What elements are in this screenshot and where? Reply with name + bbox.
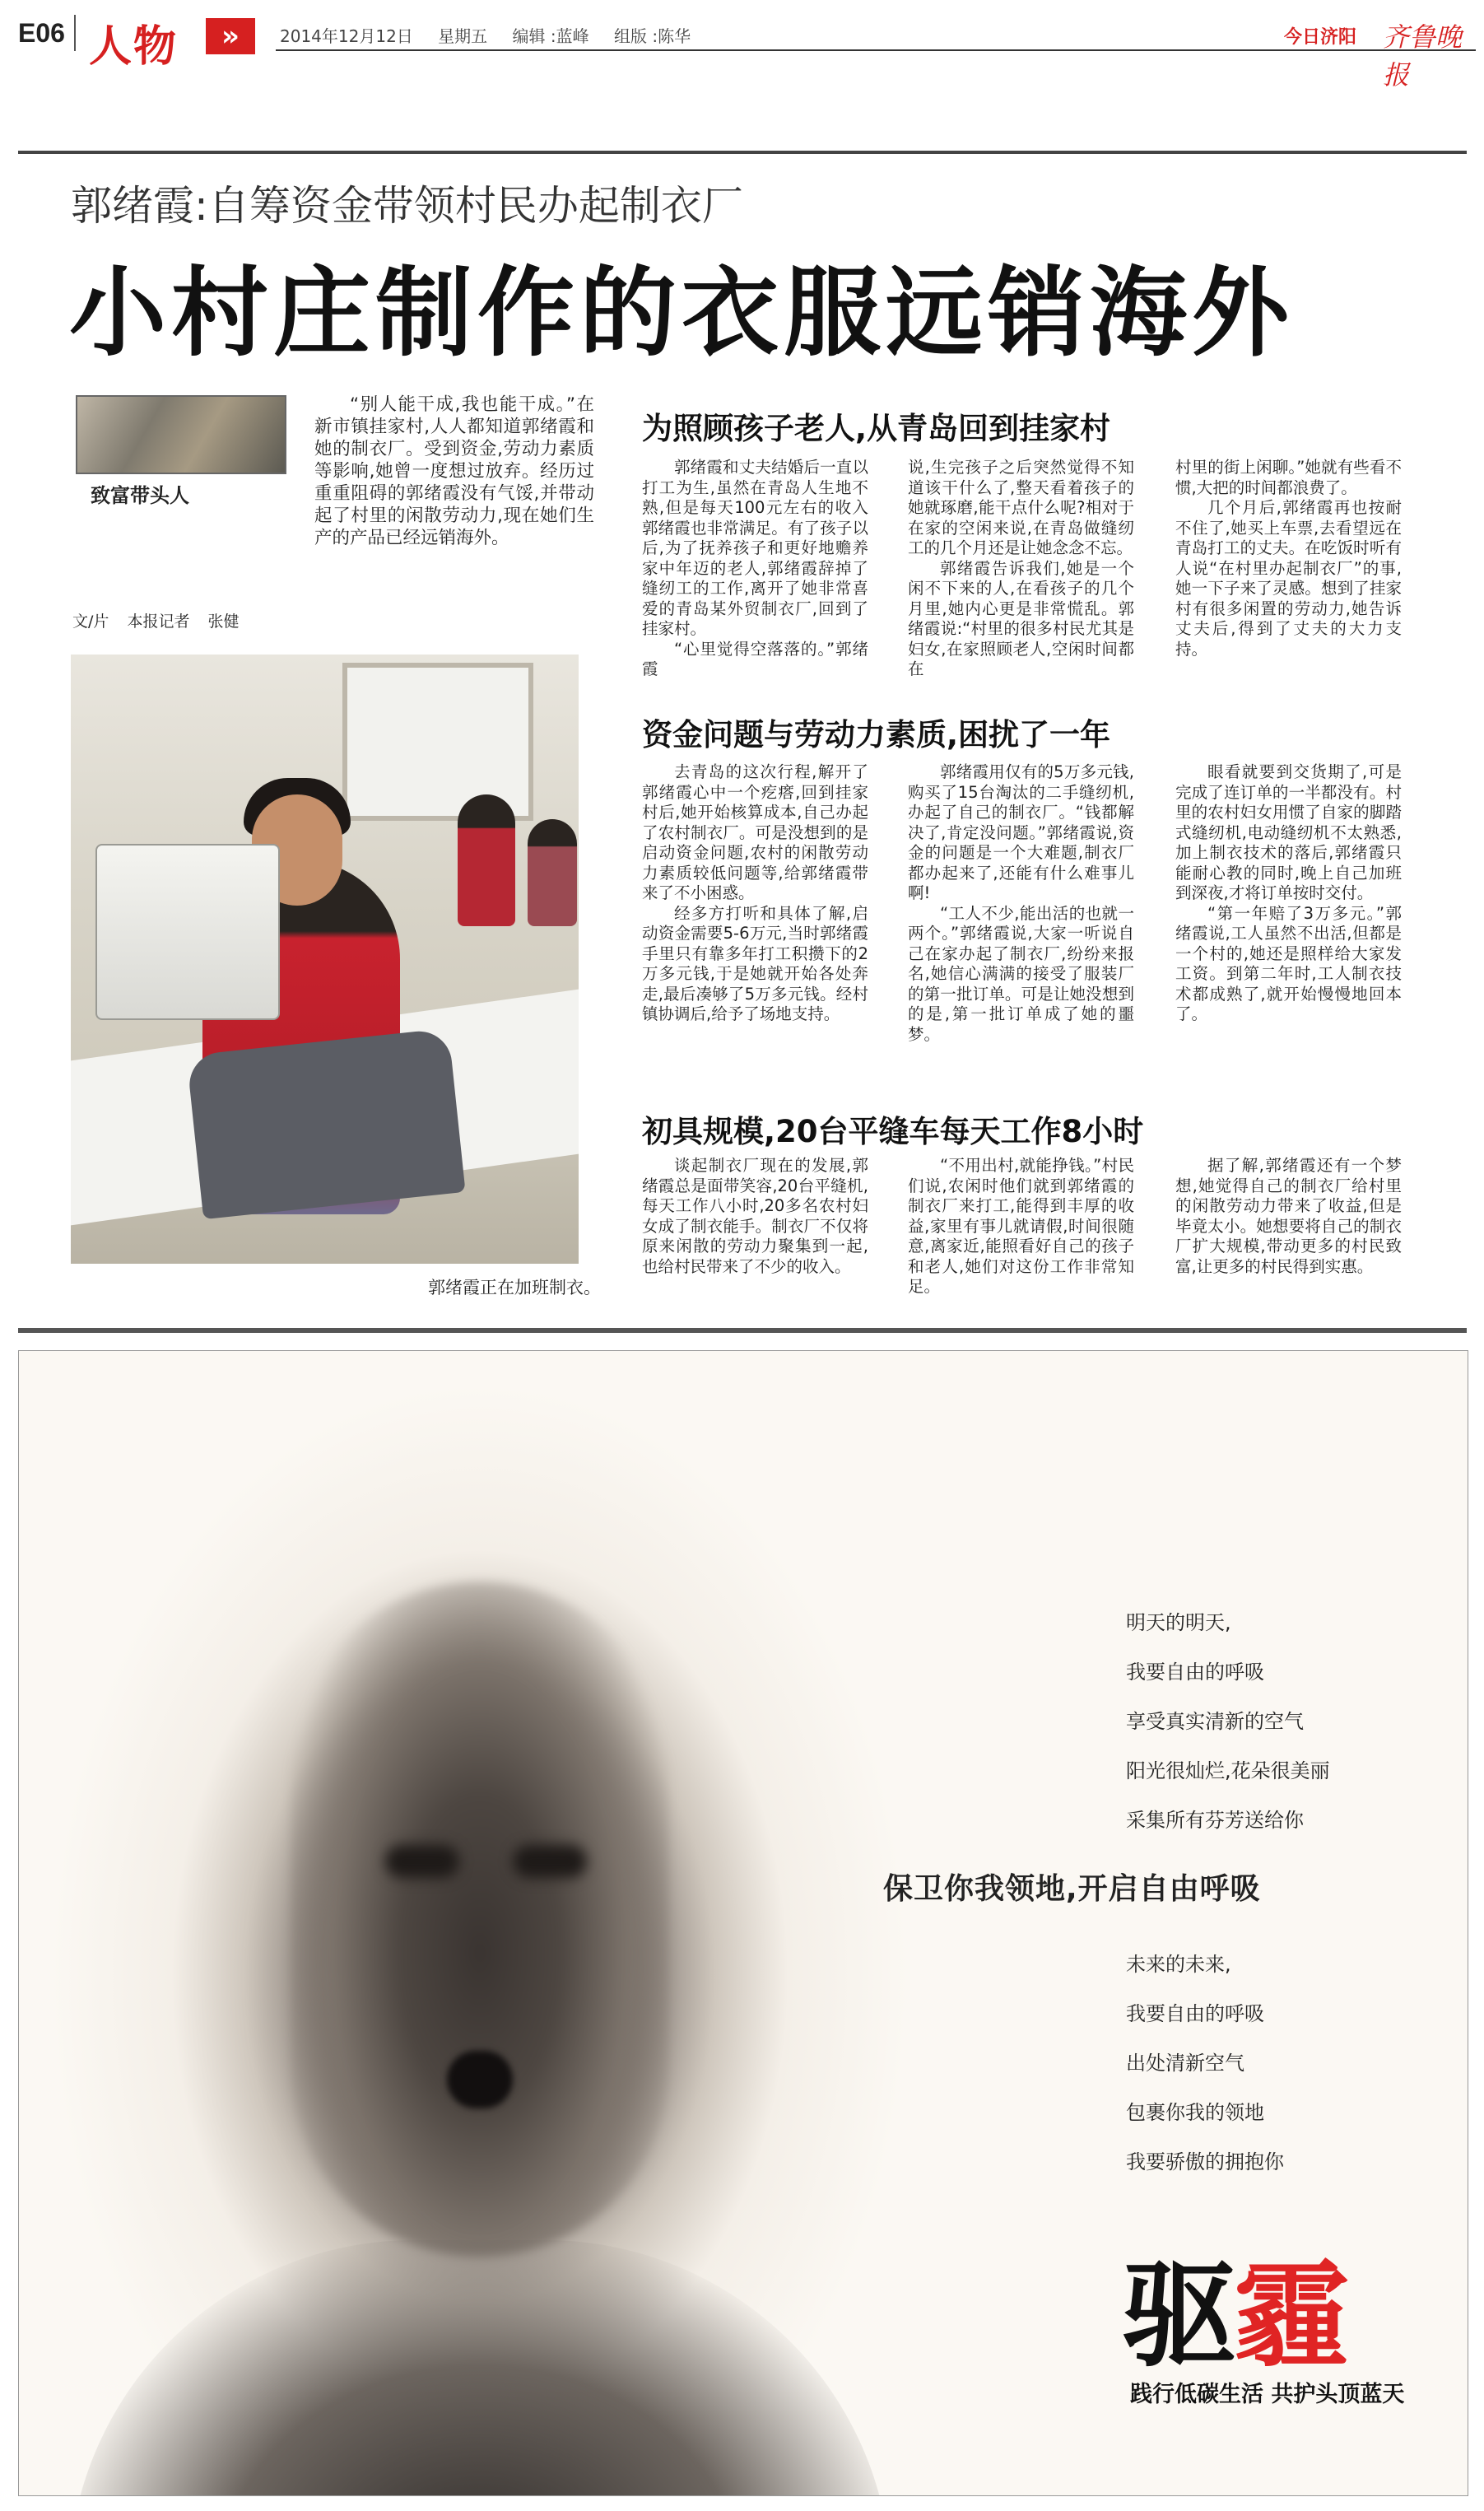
paragraph: 郭绪霞用仅有的5万多元钱,购买了15台淘汰的二手缝纫机,办起了自己的制衣厂。“钱都解决了,肯定没问题。”郭绪霞说,资金的问题是一个大难题,制衣厂都办起来了,还能有什么难事儿啊! [908,762,1134,902]
masthead [0,0,1484,156]
poem-line: 未来的未来, [1126,1953,1231,1976]
article-column [642,1156,868,1277]
article-column [642,762,868,1025]
ad-slogan: 保卫你我领地,开启自由呼吸 [883,1872,1261,1906]
issue-date: 2014年12月12日 [280,26,413,46]
photo-window [342,663,533,821]
article-column [1175,458,1402,659]
article-column [908,762,1134,1045]
article-column [908,458,1134,680]
photo-background-worker [458,794,515,926]
article-title: 小村庄制作的衣服远销海外 [69,256,1295,370]
paragraph: “工人不少,能出活的也就一两个。”郭绪霞说,大家一听说自己在家办起了制衣厂,纷纷来报名,她信心满满的接受了服装厂的第一批订单。可是让她没想到的是,第一批订单成了她的噩梦。 [908,903,1134,1044]
divider [74,15,76,51]
article-column [908,1156,1134,1297]
paragraph: 村里的街上闲聊。”她就有些看不惯,大把的时间都浪费了。 [1175,458,1402,497]
paragraph: 经多方打听和具体了解,启动资金需要5-6万元,当时郭绪霞手里只有靠多年打工积攒下的2万多元钱,于是她就开始各处奔走,最后凑够了5万多元钱。经村镇协调后,给予了场地支持。 [642,903,868,1023]
chevron-right-icon: » [206,18,255,54]
advertisement [18,1350,1468,2496]
poem-line: 我要自由的呼吸 [1126,2002,1264,2025]
poem-line: 明天的明天, [1126,1611,1231,1634]
poem-line: 我要骄傲的拥抱你 [1126,2150,1284,2173]
ad-face-mouth [447,2051,513,2108]
paragraph: 谈起制衣厂现在的发展,郭绪霞总是面带笑容,20台平缝机,每天工作八小时,20多名农村妇女成了制衣能手。制衣厂不仅将原来闲散的劳动力聚集到一起,也给村民带来了不少的收入。 [642,1156,868,1276]
byline [72,609,253,631]
photo-sewing-machine [95,844,280,1020]
section-heading: 资金问题与劳动力素质,困扰了一年 [642,717,1111,752]
editor-credit: 编辑 :蓝峰 [512,26,589,46]
ad-blurred-face [291,1582,669,2257]
article-column [642,458,868,680]
poem-line: 阳光很灿烂,花朵很美丽 [1126,1759,1330,1782]
paragraph: 郭绪霞告诉我们,她是一个闲不下来的人,在看孩子的几个月里,她内心更是非常慌乱。郭绪霞说:“村里的很多村民尤其是妇女,在家照顾老人,空闲时间都在 [908,558,1134,678]
byline-role: 本报记者 [127,613,190,631]
section-heading: 为照顾孩子老人,从青岛回到挂家村 [642,411,1111,446]
section-name: 人物 [89,21,179,72]
paragraph: 去青岛的这次行程,解开了郭绪霞心中一个疙瘩,回到挂家村后,她开始核算成本,自己办起了农村制衣厂。可是没想到的是启动资金问题,农村的闲散劳动力素质较低问题等,给郭绪霞带来了不小困惑。 [642,762,868,902]
byline-type: 文/片 [72,613,109,631]
ad-tagline: 践行低碳生活 共护头顶蓝天 [1130,2382,1405,2407]
main-photo [71,655,579,1264]
issue-weekday: 星期五 [438,26,488,46]
byline-author: 张健 [207,613,240,631]
paragraph: 郭绪霞和丈夫结婚后一直以打工为生,虽然在青岛人生地不熟,但是每天100元左右的收入郭绪霞也非常满足。有了孩子以后,为了抚养孩子和更好地赡养家中年迈的老人,郭绪霞辞掉了缝纫工的工作,离开了她非常喜爱的青岛某外贸制衣厂,回到了挂家村。 [642,458,868,638]
paragraph: 眼看就要到交货期了,可是完成了连订单的一半都没有。村里的农村妇女用惯了自家的脚踏式缝纫机,电动缝纫机不太熟悉,加上制衣技术的落后,郭绪霞只能耐心教的同时,晚上自己加班到深夜,才将订单按时交付。 [1175,762,1402,902]
poem-line: 享受真实清新的空气 [1126,1710,1304,1733]
photo-caption: 郭绪霞正在加班制衣。 [428,1278,601,1297]
ad-face-eye [513,1845,587,1878]
page-divider [18,1328,1467,1333]
poem-line: 采集所有芬芳送给你 [1126,1809,1304,1832]
paragraph: “第一年赔了3万多元。”郭绪霞说,工人虽然不出活,但都是一个村的,她还是照样给大家发工资。到第二年时,工人制衣技术都成熟了,就开始慢慢地回本了。 [1175,903,1402,1023]
ad-poem-top [1126,1598,1330,1845]
photo-background-worker [528,819,577,926]
header-rule [276,49,1476,51]
paragraph: “不用出村,就能挣钱。”村民们说,农闲时他们就到郭绪霞的制衣厂来打工,能得到丰厚的收益,家里有事儿就请假,时间很随意,离家近,能照看好自己的孩子和老人,她们对这份工作非常知足。 [908,1156,1134,1296]
thumbnail-caption: 致富带头人 [91,484,189,507]
brand-char-red: 霾 [1234,2249,1347,2383]
article-column [1175,762,1402,1025]
article-lead: “别人能干成,我也能干成。”在新市镇挂家村,人人都知道郭绪霞和她的制衣厂。受到资金,劳动力素质等影响,她曾一度想过放弃。经历过重重阻碍的郭绪霞没有气馁,并带动起了村里的闲散劳动力,现在她们生产的产品已经远销海外。 [314,394,594,548]
poem-line: 我要自由的呼吸 [1126,1661,1264,1684]
masthead-rule [18,151,1467,154]
page-number: E06 [18,18,65,48]
ad-shoulders [68,2240,891,2496]
poem-line: 出处清新空气 [1126,2052,1244,2075]
ad-brand-title [1122,2224,1346,2389]
layout-credit: 组版 :陈华 [613,26,691,46]
article-subtitle: 郭绪霞:自筹资金带领村民办起制衣厂 [71,182,743,230]
photo-garment [186,1028,465,1219]
thumbnail-photo [76,395,286,474]
paragraph: 几个月后,郭绪霞再也按耐不住了,她买上车票,去看望远在青岛打工的丈夫。在吃饭时听有人说“在村里办起制衣厂”的事,她一下子来了灵感。想到了挂家村有很多闲置的劳动力,她告诉丈夫后,得到了丈夫的大力支持。 [1175,498,1402,659]
edition-name: 今日济阳 [1284,27,1357,48]
paragraph: 说,生完孩子之后突然觉得不知道该干什么了,整天看着孩子的她就琢磨,能干点什么呢?相对于在家的空闲来说,在青岛做缝纫工的几个月还是让她念念不忘。 [908,458,1134,557]
ad-face-eye [385,1845,459,1878]
brand-char: 驱 [1122,2249,1235,2383]
poem-line: 包裹你我的领地 [1126,2101,1264,2124]
newspaper-logo: 齐鲁晚报 [1383,21,1463,91]
issue-meta [280,23,710,47]
paragraph: 据了解,郭绪霞还有一个梦想,她觉得自己的制衣厂给村里的闲散劳动力带来了收益,但是毕竟太小。她想要将自己的制衣厂扩大规模,带动更多的村民致富,让更多的村民得到实惠。 [1175,1156,1402,1276]
ad-poem-bottom [1126,1940,1284,2187]
section-heading: 初具规模,20台平缝车每天工作8小时 [642,1114,1144,1149]
paragraph: “心里觉得空落落的。”郭绪霞 [642,639,868,678]
article-column [1175,1156,1402,1277]
